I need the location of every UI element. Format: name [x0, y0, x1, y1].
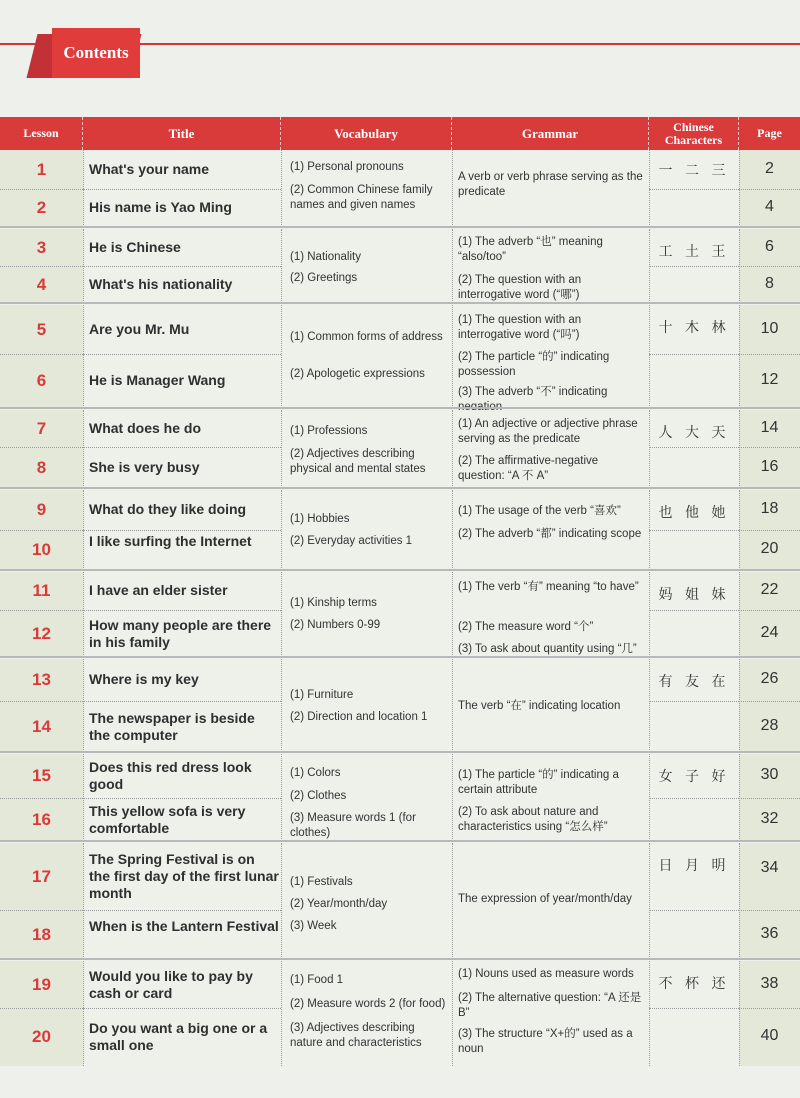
lesson-number: 7	[36, 419, 47, 438]
vocabulary-item: (1) Common forms of address	[290, 331, 443, 343]
page-number: 6	[765, 238, 774, 255]
group-divider	[0, 407, 800, 409]
vocabulary-item: (2) Greetings	[290, 272, 358, 284]
row-divider	[0, 798, 83, 799]
page-number: 38	[760, 975, 779, 992]
group-divider	[0, 751, 800, 753]
column-divider	[452, 961, 453, 1066]
page-number: 28	[760, 717, 779, 734]
lesson-title: When is the Lantern Festival	[89, 918, 279, 934]
vocabulary-item: (1) Nationality	[290, 251, 361, 263]
column-divider	[452, 572, 453, 657]
vocabulary-item: (3) Adjectives describing nature and characteristics	[290, 1022, 422, 1049]
vocabulary-item: (2) Everyday activities 1	[290, 535, 413, 547]
lesson-title: What does he do	[89, 420, 201, 436]
column-divider	[281, 150, 282, 227]
col-chars-line2: Characters	[664, 132, 723, 147]
grammar-item: (1) The adverb “也” meaning “also/too”	[458, 236, 603, 263]
group-divider	[0, 302, 800, 304]
lesson-number: 3	[36, 238, 47, 257]
vocabulary-item: (2) Measure words 2 (for food)	[290, 998, 446, 1010]
column-divider	[281, 659, 282, 752]
lesson-number: 16	[32, 810, 51, 829]
grammar-item: A verb or verb phrase serving as the predicate	[458, 171, 643, 198]
column-divider	[281, 305, 282, 408]
grammar-item: The expression of year/month/day	[458, 893, 632, 905]
page-number: 18	[760, 500, 779, 517]
chinese-characters: 十 木 林	[658, 320, 730, 336]
column-divider	[452, 659, 453, 752]
column-divider	[452, 754, 453, 841]
row-divider	[739, 354, 800, 355]
cell-bg	[281, 305, 452, 408]
table-header	[0, 117, 800, 150]
group-divider	[0, 487, 800, 489]
row-divider	[739, 530, 800, 531]
cell-bg	[281, 229, 452, 303]
grammar-item: The verb “在” indicating location	[458, 700, 621, 712]
lesson-title: Does this red dress look good	[89, 759, 252, 792]
row-divider	[0, 447, 83, 448]
col-page: Page	[757, 126, 782, 140]
row-divider	[739, 910, 800, 911]
vocabulary-item: (1) Colors	[290, 767, 341, 779]
page-number: 14	[760, 419, 779, 436]
chinese-characters: 女 子 好	[658, 769, 730, 785]
vocabulary-item: (1) Festivals	[290, 876, 353, 888]
row-divider	[649, 798, 739, 799]
lesson-title: What's his nationality	[89, 276, 233, 292]
row-divider	[83, 1008, 281, 1009]
row-divider	[649, 701, 739, 702]
lesson-group	[0, 410, 800, 488]
grammar-item: (2) The question with an interrogative word (“哪”)	[458, 274, 582, 301]
vocabulary-item: (3) Measure words 1 (for clothes)	[290, 812, 416, 839]
chinese-characters: 也 他 她	[658, 505, 730, 521]
vocabulary-item: (2) Common Chinese family names and given names	[290, 184, 433, 211]
lesson-title: He is Manager Wang	[89, 372, 226, 388]
row-divider	[649, 610, 739, 611]
lesson-title: This yellow sofa is very comfortable	[89, 803, 246, 836]
vocabulary-item: (2) Numbers 0-99	[290, 619, 381, 631]
grammar-item: (1) The question with an interrogative word (“吗”)	[458, 314, 582, 341]
grammar-item: (2) The affirmative-negative question: “A 不 A”	[458, 455, 599, 482]
col-lesson: Lesson	[0, 117, 83, 150]
row-divider	[739, 266, 800, 267]
lesson-number: 20	[32, 1027, 51, 1046]
lesson-group	[0, 490, 800, 570]
col-title: Title	[83, 117, 281, 150]
column-divider	[452, 490, 453, 570]
grammar-item: (1) An adjective or adjective phrase serving as the predicate	[458, 418, 638, 445]
page-number: 26	[760, 670, 779, 687]
grammar-item: (1) The usage of the verb “喜欢”	[458, 505, 621, 517]
page-number: 2	[765, 160, 774, 177]
column-divider	[281, 961, 282, 1066]
lesson-group	[0, 572, 800, 657]
page-number: 40	[760, 1027, 779, 1044]
vocabulary-item: (1) Professions	[290, 425, 368, 437]
lesson-number: 9	[36, 500, 47, 519]
grammar-item: (2) To ask about nature and characteristics using “怎么样”	[458, 806, 608, 833]
lesson-number: 13	[32, 670, 51, 689]
grammar-item: (1) Nouns used as measure words	[458, 968, 634, 980]
row-divider	[0, 701, 83, 702]
contents-table	[0, 117, 800, 1066]
lesson-title: What do they like doing	[89, 501, 247, 517]
row-divider	[83, 189, 281, 190]
row-divider	[0, 610, 83, 611]
lesson-title: Do you want a big one or a small one	[89, 1020, 268, 1053]
vocabulary-item: (1) Kinship terms	[290, 597, 377, 609]
lesson-number: 8	[36, 458, 47, 477]
group-divider	[0, 226, 800, 228]
column-divider	[281, 410, 282, 488]
row-divider	[83, 610, 281, 611]
grammar-item: (2) The adverb “都” indicating scope	[458, 528, 642, 540]
lesson-group	[0, 305, 800, 408]
row-divider	[0, 266, 83, 267]
row-divider	[0, 189, 83, 190]
lesson-group	[0, 659, 800, 752]
group-divider	[0, 656, 800, 658]
lesson-number: 11	[32, 581, 51, 600]
lesson-number: 2	[36, 198, 47, 217]
page-number: 8	[765, 275, 774, 292]
lesson-group	[0, 843, 800, 959]
page-number: 20	[760, 540, 779, 557]
lesson-group	[0, 961, 800, 1066]
page-number: 30	[760, 766, 779, 783]
lesson-number: 17	[32, 867, 51, 886]
contents-tab	[32, 28, 140, 78]
row-divider	[739, 1008, 800, 1009]
row-divider	[83, 910, 281, 911]
grammar-item: (2) The particle “的” indicating possession	[458, 351, 610, 378]
lesson-title: The Spring Festival is on the first day of the first lunar month	[89, 851, 279, 901]
chinese-characters: 不 杯 还	[658, 976, 730, 992]
col-grammar: Grammar	[452, 117, 649, 150]
row-divider	[83, 530, 281, 531]
lesson-title: I have an elder sister	[89, 582, 228, 598]
lesson-number: 1	[36, 160, 47, 179]
page-number: 4	[765, 198, 774, 215]
col-vocabulary: Vocabulary	[281, 117, 452, 150]
page-number: 24	[760, 624, 779, 641]
vocabulary-item: (2) Apologetic expressions	[290, 368, 425, 380]
lesson-number: 5	[36, 320, 47, 339]
lesson-number: 10	[32, 540, 51, 559]
vocabulary-item: (2) Clothes	[290, 790, 347, 802]
lesson-group	[0, 150, 800, 227]
lesson-number: 4	[36, 275, 47, 294]
cell-bg	[281, 572, 452, 657]
lesson-number: 19	[32, 975, 51, 994]
row-divider	[83, 447, 281, 448]
chinese-characters: 一 二 三	[658, 163, 730, 179]
col-chars-line1: Chinese	[673, 119, 714, 134]
grammar-item: (2) The alternative question: “A 还是 B”	[458, 992, 642, 1019]
row-divider	[649, 354, 739, 355]
grammar-item: (3) The structure “X+的” used as a noun	[458, 1028, 633, 1055]
vocabulary-item: (3) Week	[290, 920, 337, 932]
row-divider	[0, 354, 83, 355]
vocabulary-item: (1) Hobbies	[290, 513, 350, 525]
page-number: 12	[760, 371, 779, 388]
chinese-characters: 有 友 在	[658, 674, 730, 690]
row-divider	[649, 447, 739, 448]
row-divider	[83, 354, 281, 355]
lesson-number: 15	[32, 766, 51, 785]
group-divider	[0, 840, 800, 842]
vocabulary-item: (1) Personal pronouns	[290, 161, 404, 173]
grammar-item: (2) The measure word “个”	[458, 621, 594, 633]
row-divider	[649, 910, 739, 911]
lesson-title: How many people are there in his family	[89, 617, 272, 650]
chinese-characters: 人 大 天	[658, 425, 730, 441]
vocabulary-item: (1) Food 1	[290, 974, 344, 986]
row-divider	[649, 1008, 739, 1009]
column-divider	[281, 229, 282, 303]
row-divider	[739, 798, 800, 799]
lesson-title: She is very busy	[89, 459, 200, 475]
column-divider	[452, 305, 453, 408]
column-divider	[281, 754, 282, 841]
cell-bg	[281, 659, 452, 752]
row-divider	[0, 1008, 83, 1009]
lesson-title: Where is my key	[89, 671, 199, 687]
page-number: 32	[760, 810, 779, 827]
group-divider	[0, 958, 800, 960]
lesson-number: 14	[32, 717, 51, 736]
row-divider	[83, 701, 281, 702]
group-divider	[0, 569, 800, 571]
grammar-item: (3) The adverb “不” indicating	[458, 386, 608, 398]
lesson-title: His name is Yao Ming	[89, 199, 232, 215]
lesson-title: Would you like to pay by cash or card	[89, 968, 253, 1001]
row-divider	[83, 266, 281, 267]
grammar-item: (1) The particle “的” indicating a certain attribute	[458, 769, 619, 796]
lesson-group	[0, 754, 800, 841]
lesson-title: Are you Mr. Mu	[89, 321, 190, 337]
contents-title: Contents	[52, 28, 140, 78]
column-divider	[452, 410, 453, 488]
row-divider	[739, 701, 800, 702]
lesson-title: The newspaper is beside the computer	[89, 710, 255, 743]
lesson-number: 12	[32, 624, 51, 643]
row-divider	[739, 189, 800, 190]
row-divider	[83, 798, 281, 799]
lesson-number: 6	[36, 371, 47, 390]
column-divider	[452, 150, 453, 227]
row-divider	[649, 189, 739, 190]
grammar-item: (1) The verb “有” meaning “to have”	[458, 581, 639, 593]
chinese-characters: 日 月 明	[658, 858, 730, 874]
grammar-item: (3) To ask about quantity using “几”	[458, 643, 637, 655]
vocabulary-item: (2) Year/month/day	[290, 898, 388, 910]
lesson-group	[0, 229, 800, 303]
cell-bg	[281, 490, 452, 570]
lesson-title: He is Chinese	[89, 239, 181, 255]
page-number: 10	[760, 320, 779, 337]
lesson-number: 18	[32, 925, 51, 944]
col-chars	[649, 117, 739, 150]
row-divider	[0, 910, 83, 911]
column-divider	[452, 843, 453, 959]
vocabulary-item: (1) Furniture	[290, 689, 354, 701]
row-divider	[0, 530, 83, 531]
page-number: 16	[760, 458, 779, 475]
vocabulary-item: (2) Direction and location 1	[290, 711, 428, 723]
lesson-title: What's your name	[89, 161, 210, 177]
row-divider	[649, 530, 739, 531]
page-number: 36	[760, 925, 779, 942]
page-number: 22	[760, 581, 779, 598]
column-divider	[281, 843, 282, 959]
lesson-title: I like surfing the Internet	[89, 533, 252, 549]
page-number: 34	[760, 859, 779, 876]
column-divider	[281, 490, 282, 570]
chinese-characters: 妈 姐 妹	[658, 587, 730, 603]
column-divider	[281, 572, 282, 657]
column-divider	[452, 229, 453, 303]
row-divider	[739, 610, 800, 611]
chinese-characters: 工 土 王	[658, 244, 730, 260]
row-divider	[649, 266, 739, 267]
row-divider	[739, 447, 800, 448]
vocabulary-item: (2) Adjectives describing physical and mental states	[290, 448, 426, 475]
